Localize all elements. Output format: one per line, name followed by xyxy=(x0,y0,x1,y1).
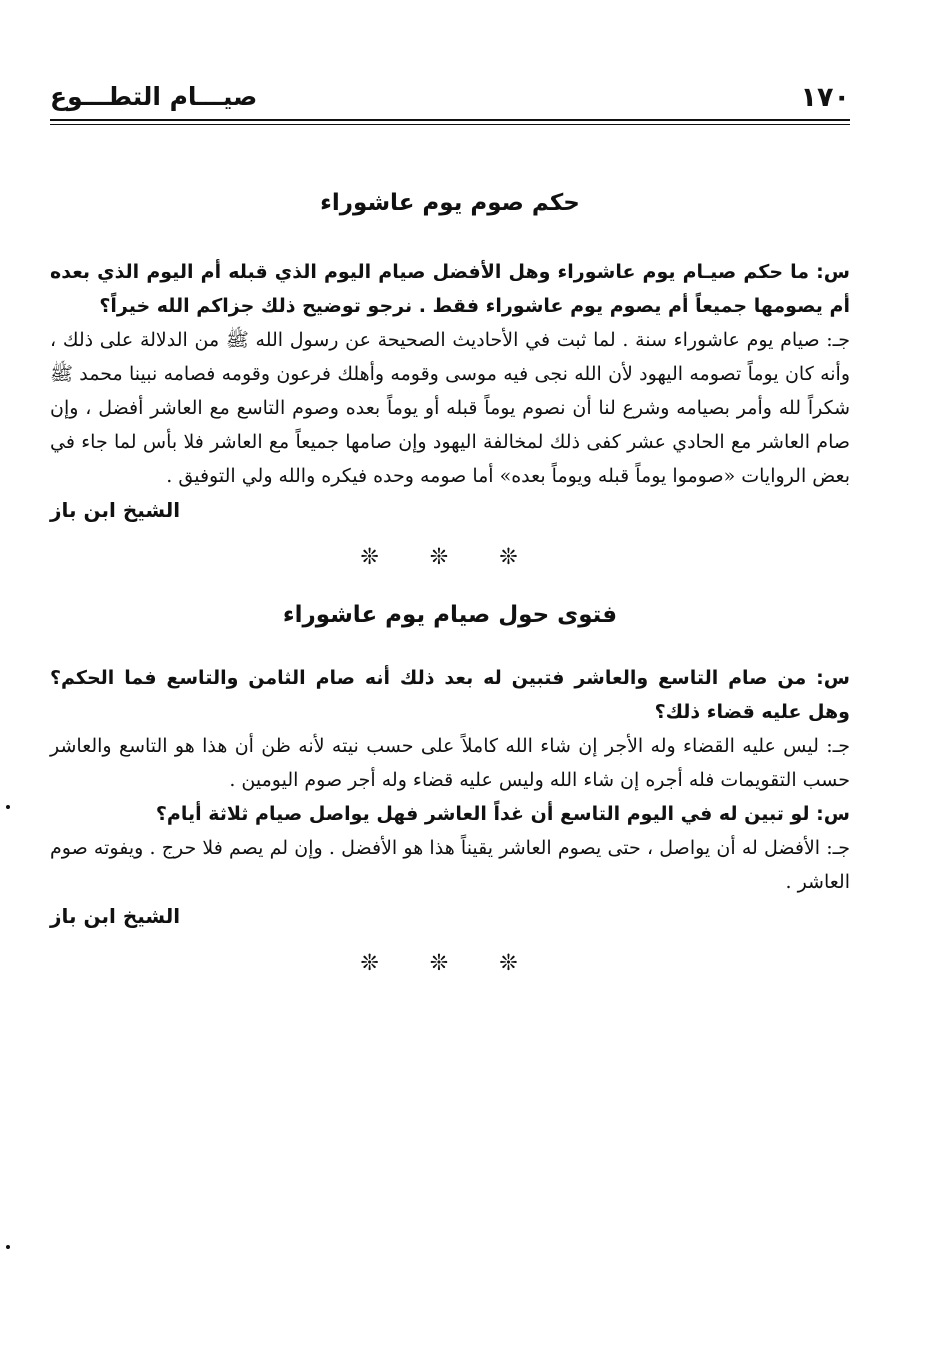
separator-2: ❊ ❊ ❊ xyxy=(360,951,540,976)
header-rule-thick xyxy=(50,119,850,121)
separator-1: ❊ ❊ ❊ xyxy=(360,545,540,570)
page-header xyxy=(50,82,850,116)
section-title-2: فتوى حول صيام يوم عاشوراء xyxy=(282,602,618,628)
question-2: س: من صام التاسع والعاشر فتبين له بعد ذلك أنه صام الثامن والتاسع فما الحكم؟ وهل عليه قضاء ذلك؟ xyxy=(50,667,850,723)
section-title-1: حكم صوم يوم عاشوراء xyxy=(320,190,580,216)
answer-2: جـ: ليس عليه القضاء وله الأجر إن شاء الله كاملاً على حسب نيته لأنه ظن أن هذا هو التاسع والعاشر حسب التقويمات فله أجره إن شاء الله وليس عليه قضاء وله أجر صوم اليومين . xyxy=(50,735,850,791)
running-title: صيـــام التطـــوع xyxy=(50,82,258,111)
scan-mark xyxy=(6,805,10,809)
answer-1: جـ: صيام يوم عاشوراء سنة . لما ثبت في الأحاديث الصحيحة عن رسول الله ﷺ من الدلالة على ذلك ، وأنه كان يوماً تصومه اليهود لأن الله نجى فيه موسى وقومه وأهلك فرعون وقومه فصامه نبينا محمد ﷺ شكراً لله وأمر بصيامه وشرع لنا أن نصوم يوماً قبله أو يوماً بعده وصوم التاسع مع العاشر أفضل ، وإن صام العاشر مع الحادي عشر كفى ذلك لمخالفة اليهود وإن صامها جميعاً مع العاشر فلا بأس لما جاء في بعض الروايات «صوموا يوماً قبله ويوماً بعده» أما صومه وحده فيكره والله ولي التوفيق . xyxy=(50,329,850,487)
header-rule-thin xyxy=(50,124,850,125)
signature-1: الشيخ ابن باز xyxy=(50,498,181,522)
question-3: س: لو تبين له في اليوم التاسع أن غداً العاشر فهل يواصل صيام ثلاثة أيام؟ xyxy=(155,803,850,825)
question-1: س: ما حكم صيـام يوم عاشوراء وهل الأفضل صيام اليوم الذي قبله أم اليوم الذي بعده أم يصومها جميعاً أم يصوم يوم عاشوراء فقط . نرجو توضيح ذلك جزاكم الله خيراً؟ xyxy=(50,261,850,317)
signature-2: الشيخ ابن باز xyxy=(50,904,181,928)
page-number: ١٧٠ xyxy=(800,82,850,113)
scan-mark xyxy=(6,1245,10,1249)
page-content xyxy=(50,185,850,979)
answer-3: جـ: الأفضل له أن يواصل ، حتى يصوم العاشر يقيناً هذا هو الأفضل . وإن لم يصم فلا حرج . ويفوته صوم العاشر . xyxy=(50,837,850,893)
